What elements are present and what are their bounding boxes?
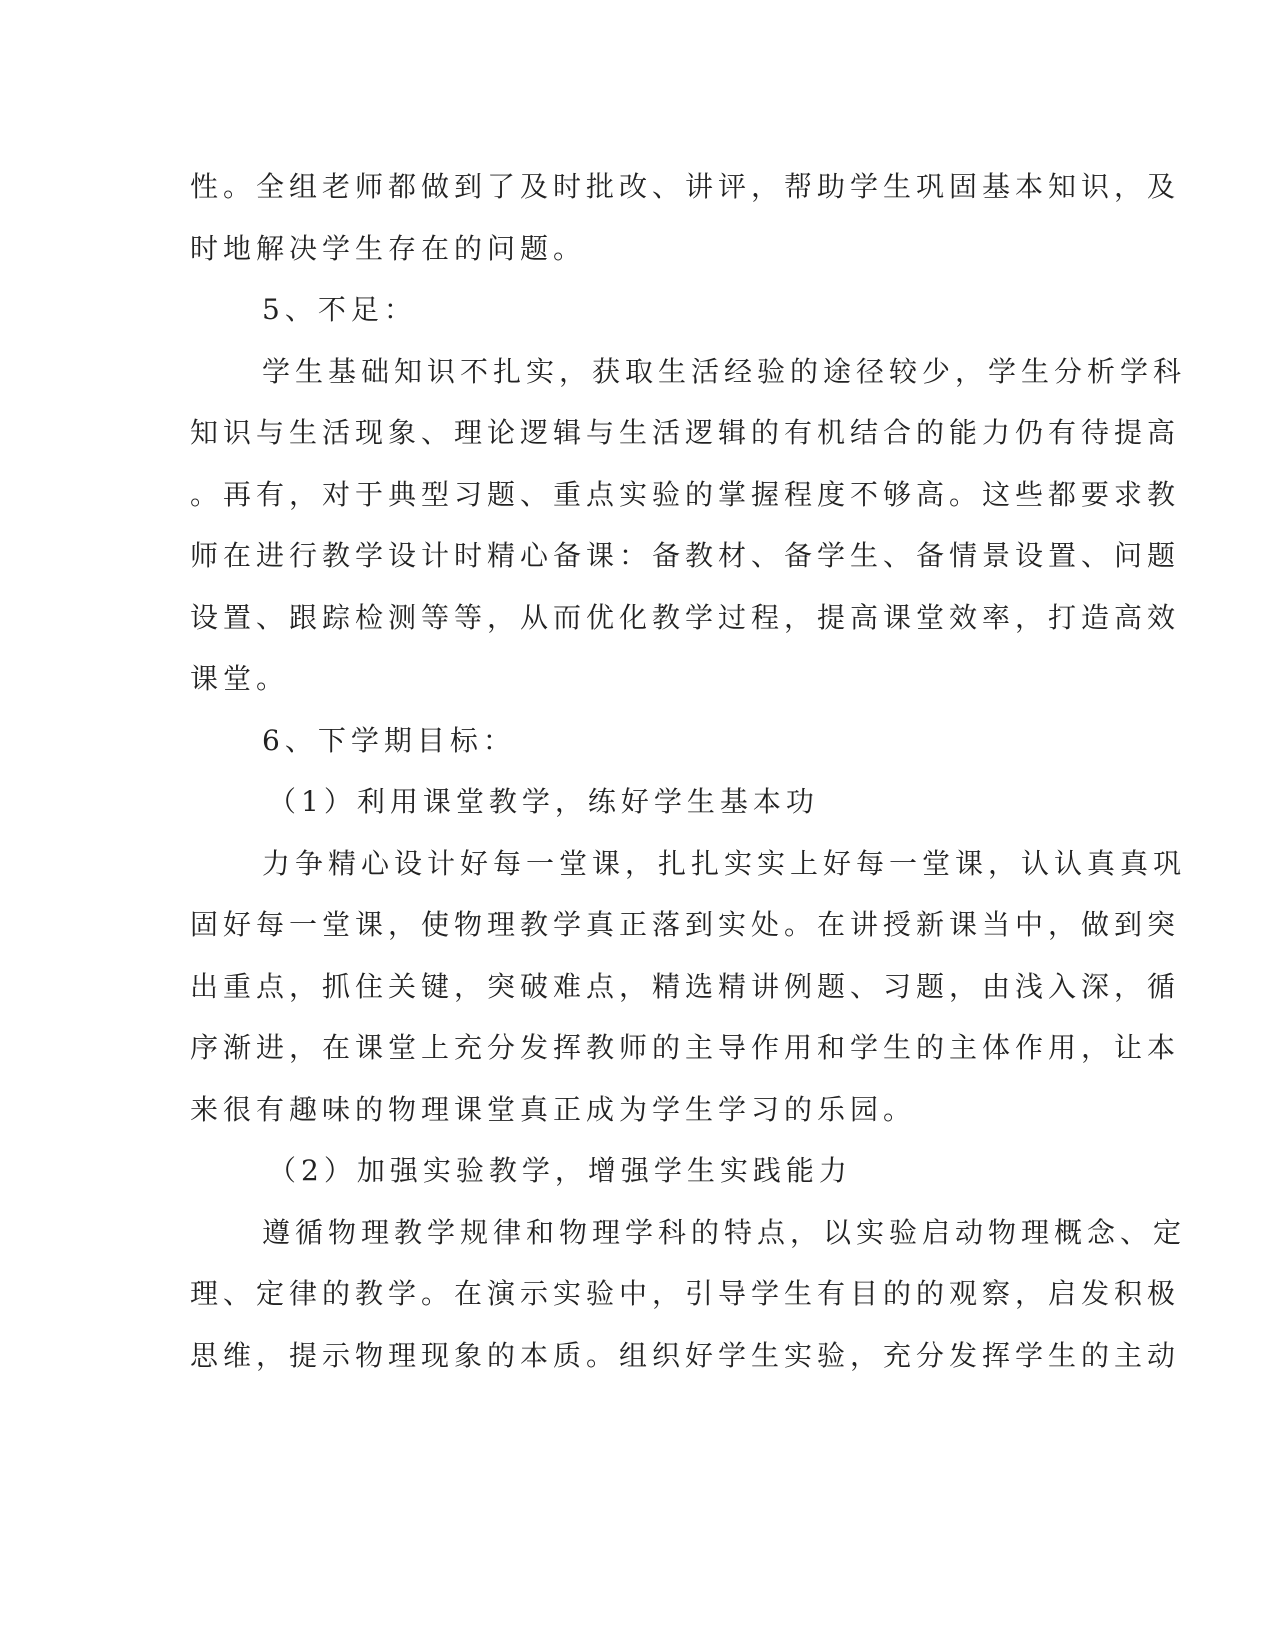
text-line: 设置、跟踪检测等等，从而优化教学过程，提高课堂效率，打造高效	[190, 600, 1181, 634]
subsection-heading: （1）利用课堂教学，练好学生基本功	[268, 785, 819, 818]
text-line: 序渐进，在课堂上充分发挥教师的主导作用和学生的主体作用，让本	[190, 1031, 1181, 1064]
text-line: 时地解决学生存在的问题。	[190, 231, 587, 265]
body-text	[190, 156, 1187, 1386]
text-line: 师在进行教学设计时精心备课：备教材、备学生、备情景设置、问题	[190, 539, 1181, 572]
subsection-heading: （2）加强实验教学，增强学生实践能力	[268, 1154, 852, 1187]
text-line: 理、定律的教学。在演示实验中，引导学生有目的的观察，启发积极	[190, 1277, 1181, 1310]
text-line: 。再有，对于典型习题、重点实验的掌握程度不够高。这些都要求教	[190, 477, 1181, 511]
section-heading: 5、不足：	[262, 293, 417, 326]
text-line: 知识与生活现象、理论逻辑与生活逻辑的有机结合的能力仍有待提高	[190, 416, 1181, 449]
text-line: 出重点，抓住关键，突破难点，精选精讲例题、习题，由浅入深，循	[190, 969, 1181, 1003]
text-line: 遵循物理教学规律和物理学科的特点，以实验启动物理概念、定	[262, 1215, 1187, 1249]
text-line: 性。全组老师都做到了及时批改、讲评，帮助学生巩固基本知识，及	[190, 170, 1181, 203]
section-heading: 6、下学期目标：	[262, 723, 516, 757]
text-line: 思维，提示物理现象的本质。组织好学生实验，充分发挥学生的主动	[190, 1338, 1181, 1372]
text-line: 课堂。	[190, 662, 290, 695]
text-line: 来很有趣味的物理课堂真正成为学生学习的乐园。	[190, 1092, 917, 1126]
text-line: 学生基础知识不扎实，获取生活经验的途径较少，学生分析学科	[262, 354, 1187, 388]
text-line: 力争精心设计好每一堂课，扎扎实实上好每一堂课，认认真真巩	[262, 846, 1187, 880]
text-line: 固好每一堂课，使物理教学真正落到实处。在讲授新课当中，做到突	[190, 908, 1181, 941]
